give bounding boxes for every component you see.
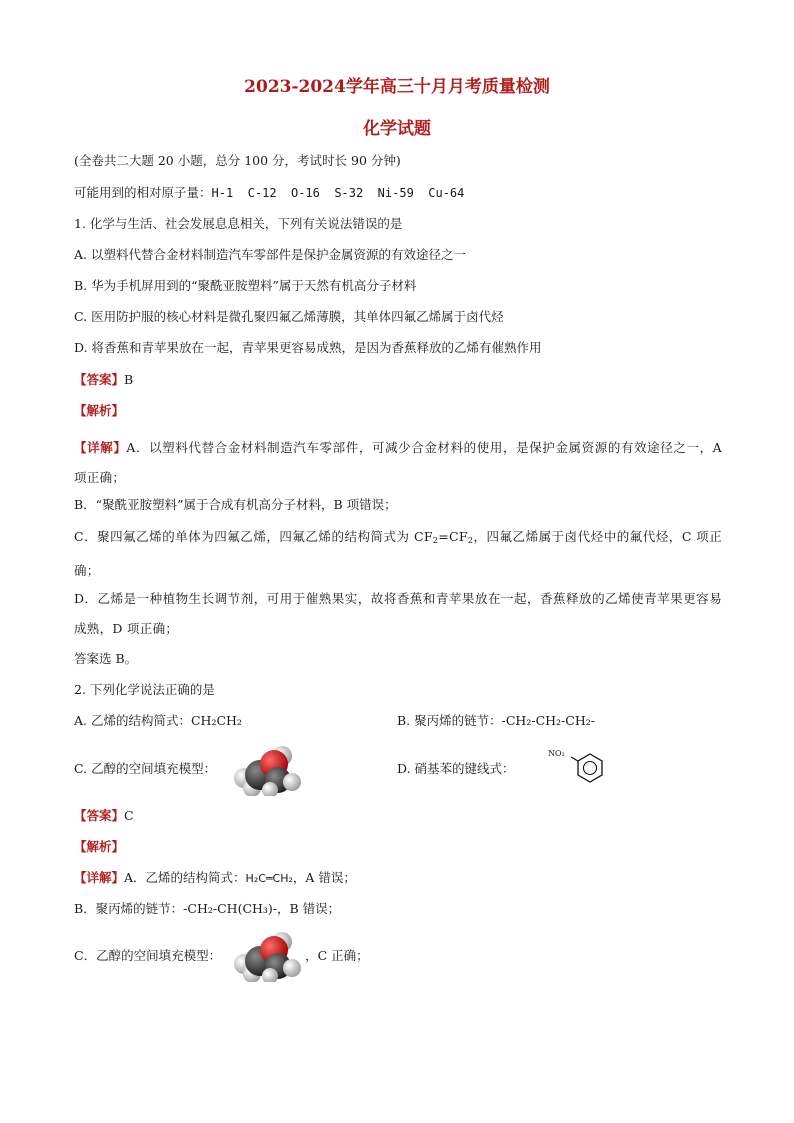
detail-tag: 【详解】 — [74, 440, 127, 455]
q2-option-a-label: A. 乙烯的结构简式： — [74, 713, 191, 728]
q2-detail-c — [74, 947, 369, 965]
formula: -CH₂-CH₂-CH₂- — [501, 713, 595, 728]
q2-option-c: C. 乙醇的空间填充模型： — [74, 761, 217, 776]
q1-detail-b: B．“聚酰亚胺塑料”属于合成有机高分子材料，B 项错误； — [74, 497, 397, 512]
q1-option-d: D. 将香蕉和青苹果放在一起，青苹果更容易成熟，是因为香蕉释放的乙烯有催熟作用 — [74, 340, 542, 355]
q2-option-d: D. 硝基苯的键线式： — [397, 761, 515, 776]
q2-detail-b: B．聚丙烯的链节：-CH₂-CH(CH₃)-，B 错误； — [74, 901, 341, 916]
ethanol-space-filling-model-icon — [232, 928, 304, 982]
q1-detail-c-part3: ，四氟乙烯属于卤代烃中的氟代烃，C 项正确； — [74, 529, 722, 578]
nitro-label: NO₂ — [548, 749, 565, 758]
atomic-mass-values: H-1 C-12 O-16 S-32 Ni-59 Cu-64 — [211, 186, 465, 200]
subscript: 2 — [432, 536, 439, 545]
analysis-tag: 【解析】 — [74, 403, 125, 418]
q1-detail-a — [74, 433, 722, 493]
q2-option-b — [397, 712, 595, 730]
q2-detail-a-suffix: ，A 错误； — [292, 870, 356, 885]
q1-detail-c — [74, 522, 722, 586]
q1-conclusion: 答案选 B。 — [74, 651, 138, 666]
formula: H₂C═CH₂ — [245, 872, 293, 885]
atomic-mass-line — [74, 184, 464, 202]
formula: CH₂CH₂ — [190, 713, 242, 728]
analysis-tag: 【解析】 — [74, 839, 125, 854]
q2-detail-c-label: C．乙醇的空间填充模型： — [74, 948, 222, 963]
q1-analysis-tag — [74, 402, 124, 420]
q1-detail-a-text: A．以塑料代替合金材料制造汽车零部件，可减少合金材料的使用，是保护金属资源的有效途径之一，A 项正确； — [74, 440, 722, 485]
answer-tag: 【答案】 — [74, 372, 125, 387]
q2-option-b-label: B. 聚丙烯的链节： — [397, 713, 502, 728]
q2-detail-a-label: A．乙烯的结构简式： — [124, 870, 246, 885]
answer-tag: 【答案】 — [74, 808, 125, 823]
q2-detail-a — [74, 869, 356, 888]
q1-detail-d: D．乙烯是一种植物生长调节剂，可用于催熟果实，故将香蕉和青苹果放在一起，香蕉释放的乙烯使青苹果更容易成熟，D 项正确； — [74, 591, 722, 636]
answer-value: C — [124, 808, 134, 823]
q2-analysis-tag — [74, 838, 124, 856]
page-title: 2023-2024学年高三十月月考质量检测 — [244, 77, 550, 97]
detail-tag: 【详解】 — [74, 870, 125, 885]
q1-stem: 1. 化学与生活、社会发展息息相关，下列有关说法错误的是 — [74, 216, 403, 231]
q1-answer — [74, 371, 133, 389]
q1-option-a: A. 以塑料代替合金材料制造汽车零部件是保护金属资源的有效途径之一 — [74, 247, 466, 262]
answer-value: B — [124, 372, 134, 387]
q1-detail-c-part1: C．聚四氟乙烯的单体为四氟乙烯，四氟乙烯的结构简式为 CF — [74, 529, 433, 544]
subscript: 2 — [467, 536, 474, 545]
q2-detail-c-suffix: ，C 正确； — [305, 948, 369, 963]
exam-info: (全卷共二大题 20 小题，总分 100 分，考试时长 90 分钟) — [74, 153, 401, 168]
ethanol-space-filling-model-icon — [232, 742, 304, 796]
page-subtitle: 化学试题 — [363, 119, 431, 139]
q1-option-b: B. 华为手机屏用到的“聚酰亚胺塑料”属于天然有机高分子材料 — [74, 278, 417, 293]
q1-detail-c-part2: =CF — [438, 529, 468, 544]
atomic-mass-label: 可能用到的相对原子量： — [74, 185, 212, 200]
q2-answer — [74, 807, 134, 825]
q1-option-c: C. 医用防护服的核心材料是微孔聚四氟乙烯薄膜，其单体四氟乙烯属于卤代烃 — [74, 309, 504, 324]
q2-option-a — [74, 712, 242, 730]
q2-stem: 2. 下列化学说法正确的是 — [74, 682, 215, 697]
